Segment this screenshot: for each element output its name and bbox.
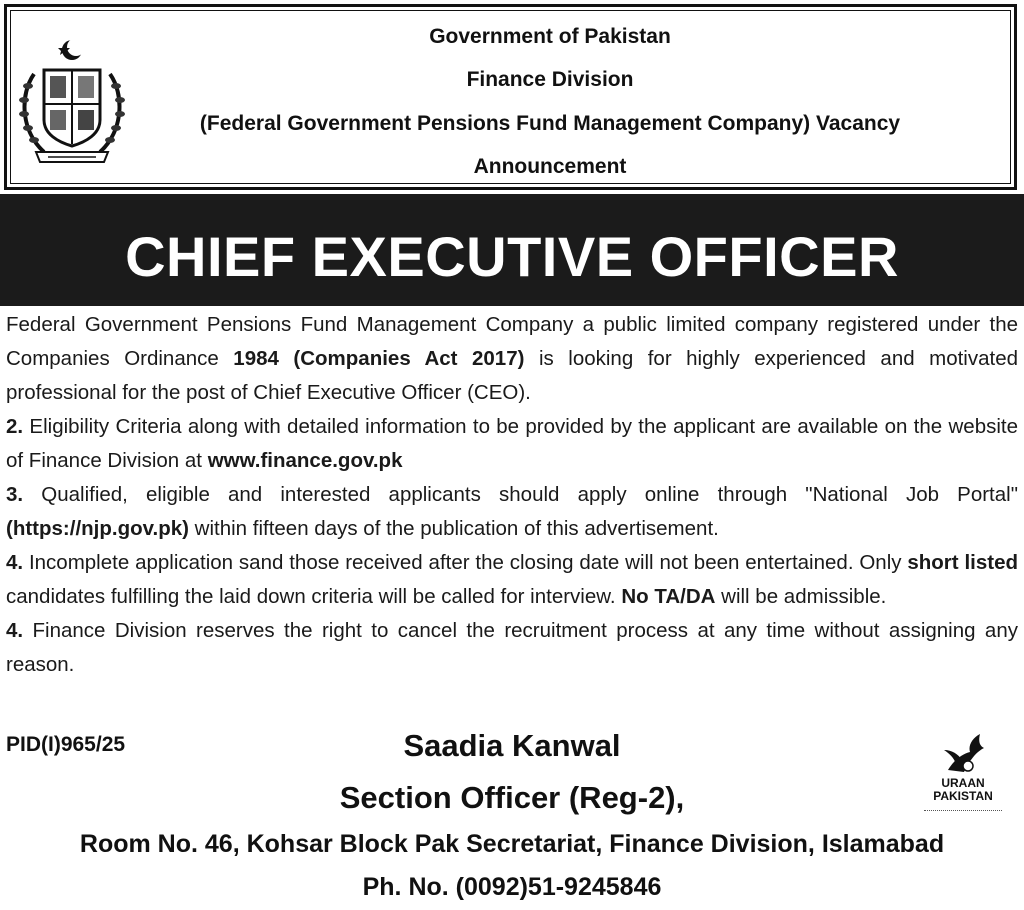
office-phone: Ph. No. (0092)51-9245846 — [362, 873, 662, 901]
paragraph-1 — [6, 308, 1018, 410]
header-line-government: Government of Pakistan — [429, 25, 671, 48]
paragraph-3-text-end: within fifteen days of the publication of this advertisement. — [188, 517, 719, 540]
paragraph-5-text: Finance Division reserves the right to cancel the recruitment process at any time without assigning any reason. — [6, 619, 1018, 676]
signatory-designation: Section Officer (Reg-2), — [339, 780, 685, 815]
header-line-announcement: Announcement — [473, 155, 627, 178]
no-ta-da-emphasis: No TA/DA — [621, 585, 716, 608]
paragraph-2 — [6, 410, 1018, 478]
uraan-logo-line2: PAKISTAN — [933, 789, 993, 803]
paragraph-4-text-end: will be admissible. — [715, 585, 887, 608]
pid-number: PID(I)965/25 — [6, 733, 126, 756]
paragraph-4-text: Incomplete application sand those received after the closing date will not been entertained. Only — [23, 551, 908, 574]
announcement-body — [6, 308, 1018, 682]
uraan-pakistan-bird-icon — [918, 730, 1008, 776]
uraan-logo-line1: URAAN — [941, 776, 985, 790]
paragraph-1-text: Federal Government Pensions Fund Management Company a public limited company registered under the Companies Ordinance — [6, 313, 1018, 370]
office-address: Room No. 46, Kohsar Block Pak Secretariat, Finance Division, Islamabad — [79, 830, 945, 858]
paragraph-5 — [6, 614, 1018, 682]
paragraph-2-number: 2. — [6, 415, 24, 438]
paragraph-3 — [6, 478, 1018, 546]
paragraph-4-text-mid: candidates fulfilling the laid down criteria will be called for interview. — [6, 585, 622, 608]
finance-website-link[interactable]: www.finance.gov.pk — [207, 449, 403, 472]
paragraph-5-number: 4. — [6, 619, 24, 642]
paragraph-3-number: 3. — [6, 483, 24, 506]
paragraph-4 — [6, 546, 1018, 614]
companies-act-reference: 1984 (Companies Act 2017) — [233, 347, 525, 370]
paragraph-3-text: Qualified, eligible and interested applicants should apply online through "National Job Portal" — [23, 483, 1018, 506]
signatory-name: Saadia Kanwal — [403, 728, 621, 763]
short-listed-emphasis: short listed — [907, 551, 1018, 574]
paragraph-2-text: Eligibility Criteria along with detailed information to be provided by the applicant are available on the website of Finance Division at — [6, 415, 1018, 472]
njp-portal-link[interactable]: (https://njp.gov.pk) — [6, 517, 189, 540]
uraan-pakistan-logo — [918, 730, 1008, 826]
header-line-company: (Federal Government Pensions Fund Management Company) Vacancy — [199, 112, 901, 135]
header-line-division: Finance Division — [466, 68, 634, 91]
uraan-logo-tagline — [924, 810, 1002, 817]
paragraph-4-number: 4. — [6, 551, 24, 574]
pakistan-state-emblem-icon — [14, 34, 130, 170]
job-title: CHIEF EXECUTIVE OFFICER — [125, 225, 899, 288]
paragraph-1-text-end: is looking for highly experienced and motivated professional for the post of Chief Executive Officer (CEO). — [6, 347, 1019, 404]
